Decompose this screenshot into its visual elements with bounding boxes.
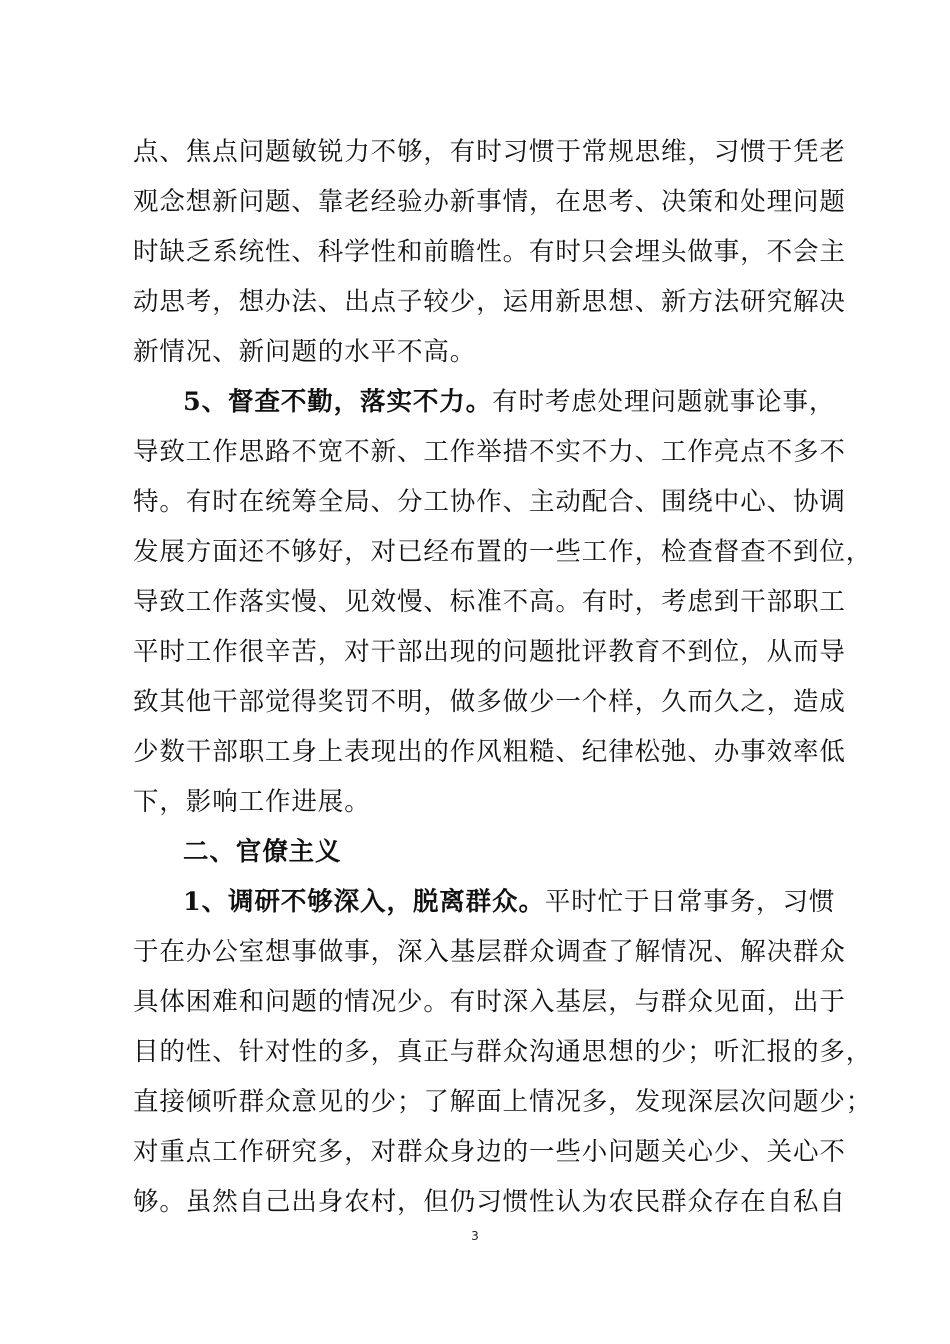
paragraph-line: 少数干部职工身上表现出的作风粗糙、纪律松弛、办事效率低: [133, 737, 846, 767]
paragraph-line: 发展方面还不够好，对已经布置的一些工作，检查督查不到位，: [133, 537, 873, 567]
paragraph-line: 下，影响工作进展。: [133, 787, 371, 817]
section-heading: 二、官僚主义: [183, 837, 342, 867]
item-1-first-line-text: 平时忙于日常事务，习惯: [544, 887, 836, 917]
paragraph-line: 导致工作思路不宽不新、工作举措不实不力、工作亮点不多不: [133, 437, 846, 467]
paragraph-line: 直接倾听群众意见的少；了解面上情况多，发现深层次问题少；: [133, 1087, 873, 1117]
paragraph-line: 特。有时在统筹全局、分工协作、主动配合、围绕中心、协调: [133, 487, 846, 517]
item-5-first-line: [183, 377, 836, 427]
item-5-heading: 5、督查不勤，落实不力。: [183, 387, 493, 417]
paragraph-line: 时缺乏系统性、科学性和前瞻性。有时只会埋头做事，不会主: [133, 237, 846, 267]
paragraph-line: 于在办公室想事做事，深入基层群众调查了解情况、解决群众: [133, 937, 846, 967]
paragraph-line: 目的性、针对性的多，真正与群众沟通思想的少；听汇报的多，: [133, 1037, 873, 1067]
page-number: 3: [471, 1229, 479, 1243]
paragraph-line: 够。虽然自己出身农村，但仍习惯性认为农民群众存在自私自: [133, 1187, 846, 1217]
paragraph-line: 新情况、新问题的水平不高。: [133, 337, 477, 367]
paragraph-line: 导致工作落实慢、见效慢、标准不高。有时，考虑到干部职工: [133, 587, 846, 617]
paragraph-line: 对重点工作研究多，对群众身边的一些小问题关心少、关心不: [133, 1137, 846, 1167]
paragraph-line: 动思考，想办法、出点子较少，运用新思想、新方法研究解决: [133, 287, 846, 317]
item-5-first-line-text: 有时考虑处理问题就事论事，: [492, 387, 836, 417]
item-1-heading: 1、调研不够深入，脱离群众。: [183, 887, 545, 917]
paragraph-line: 点、焦点问题敏锐力不够，有时习惯于常规思维，习惯于凭老: [133, 137, 846, 167]
paragraph-line: 致其他干部觉得奖罚不明，做多做少一个样，久而久之，造成: [133, 687, 846, 717]
item-1-first-line: [183, 877, 836, 927]
paragraph-line: 平时工作很辛苦，对干部出现的问题批评教育不到位，从而导: [133, 637, 846, 667]
paragraph-line: 具体困难和问题的情况少。有时深入基层，与群众见面，出于: [133, 987, 846, 1017]
paragraph-line: 观念想新问题、靠老经验办新事情，在思考、决策和处理问题: [133, 187, 846, 217]
